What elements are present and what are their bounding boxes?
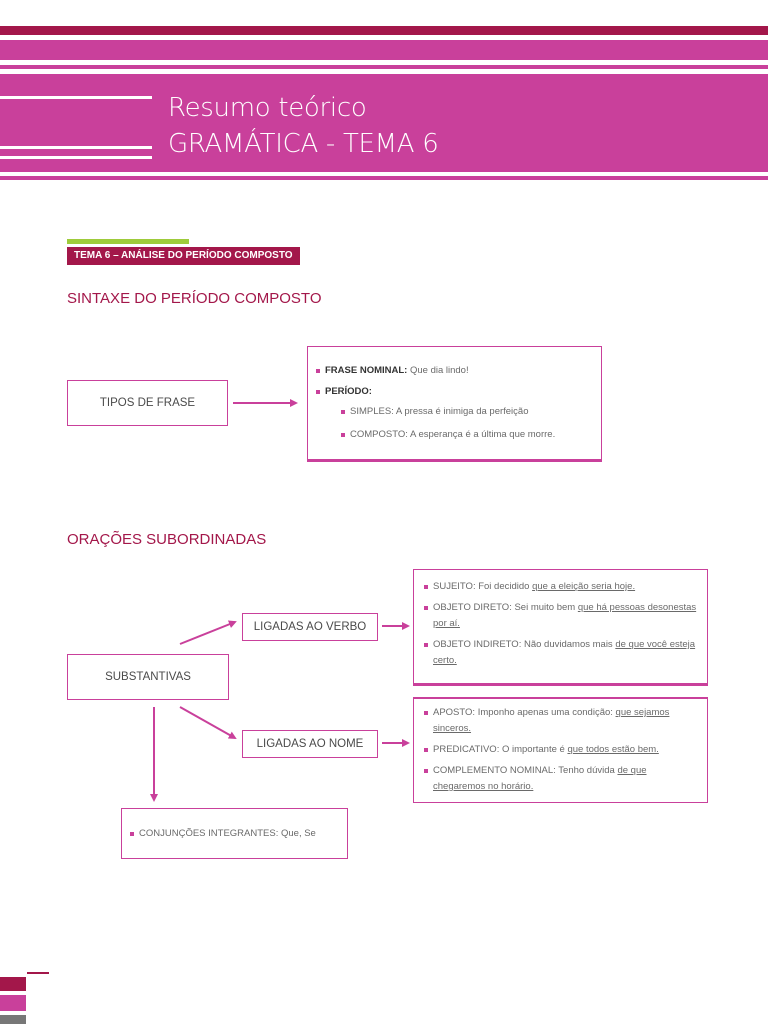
list-item-composto: COMPOSTO: A esperança é a última que morre.	[341, 427, 591, 443]
list-item-complemento-nominal: COMPLEMENTO NOMINAL: Tenho dúvida de que chegaremos no horário.	[424, 763, 699, 795]
substantivas-label: SUBSTANTIVAS	[105, 671, 191, 683]
list-item-predicativo: PREDICATIVO: O importante é que todos estão bem.	[424, 742, 699, 758]
list-item-sujeito: SUJEITO: Foi decidido que a eleição seria hoje.	[424, 579, 699, 595]
section-title-oracoes: ORAÇÕES SUBORDINADAS	[67, 531, 267, 548]
list-item-frase-nominal: FRASE NOMINAL: Que dia lindo!	[316, 363, 591, 379]
arrow-substantivas-to-nome	[180, 707, 235, 738]
list-item-aposto: APOSTO: Imponho apenas uma condição: que sejamos sinceros.	[424, 705, 699, 737]
footer-block	[0, 977, 26, 991]
list-item-simples: SIMPLES: A pressa é inimiga da perfeição	[341, 404, 591, 420]
page-title-line2: GRAMÁTICA - TEMA 6	[168, 129, 439, 159]
list-item-conjuncoes: CONJUNÇÕES INTEGRANTES: Que, Se	[130, 826, 347, 842]
list-item-objeto-indireto: OBJETO INDIRETO: Não duvidamos mais de que você esteja certo.	[424, 637, 699, 669]
list-item-periodo: PERÍODO: SIMPLES: A pressa é inimiga da perfeição COMPOSTO: A esperança é a última que morre.	[316, 384, 591, 443]
ligadas-verbo-label: LIGADAS AO VERBO	[253, 621, 367, 633]
footer-line	[27, 972, 49, 974]
ligadas-nome-label: LIGADAS AO NOME	[256, 738, 364, 750]
list-item-objeto-direto: OBJETO DIRETO: Sei muito bem que há pessoas desonestas por aí.	[424, 600, 699, 632]
footer-block	[0, 1015, 26, 1024]
page-title-line1: Resumo teórico	[168, 93, 367, 123]
arrow-substantivas-to-verbo	[180, 622, 235, 644]
section-title-sintaxe: SINTAXE DO PERÍODO COMPOSTO	[67, 290, 322, 307]
topic-tag: TEMA 6 – ANÁLISE DO PERÍODO COMPOSTO	[67, 247, 300, 265]
footer-block	[0, 995, 26, 1011]
tipos-de-frase-label: TIPOS DE FRASE	[99, 397, 196, 409]
